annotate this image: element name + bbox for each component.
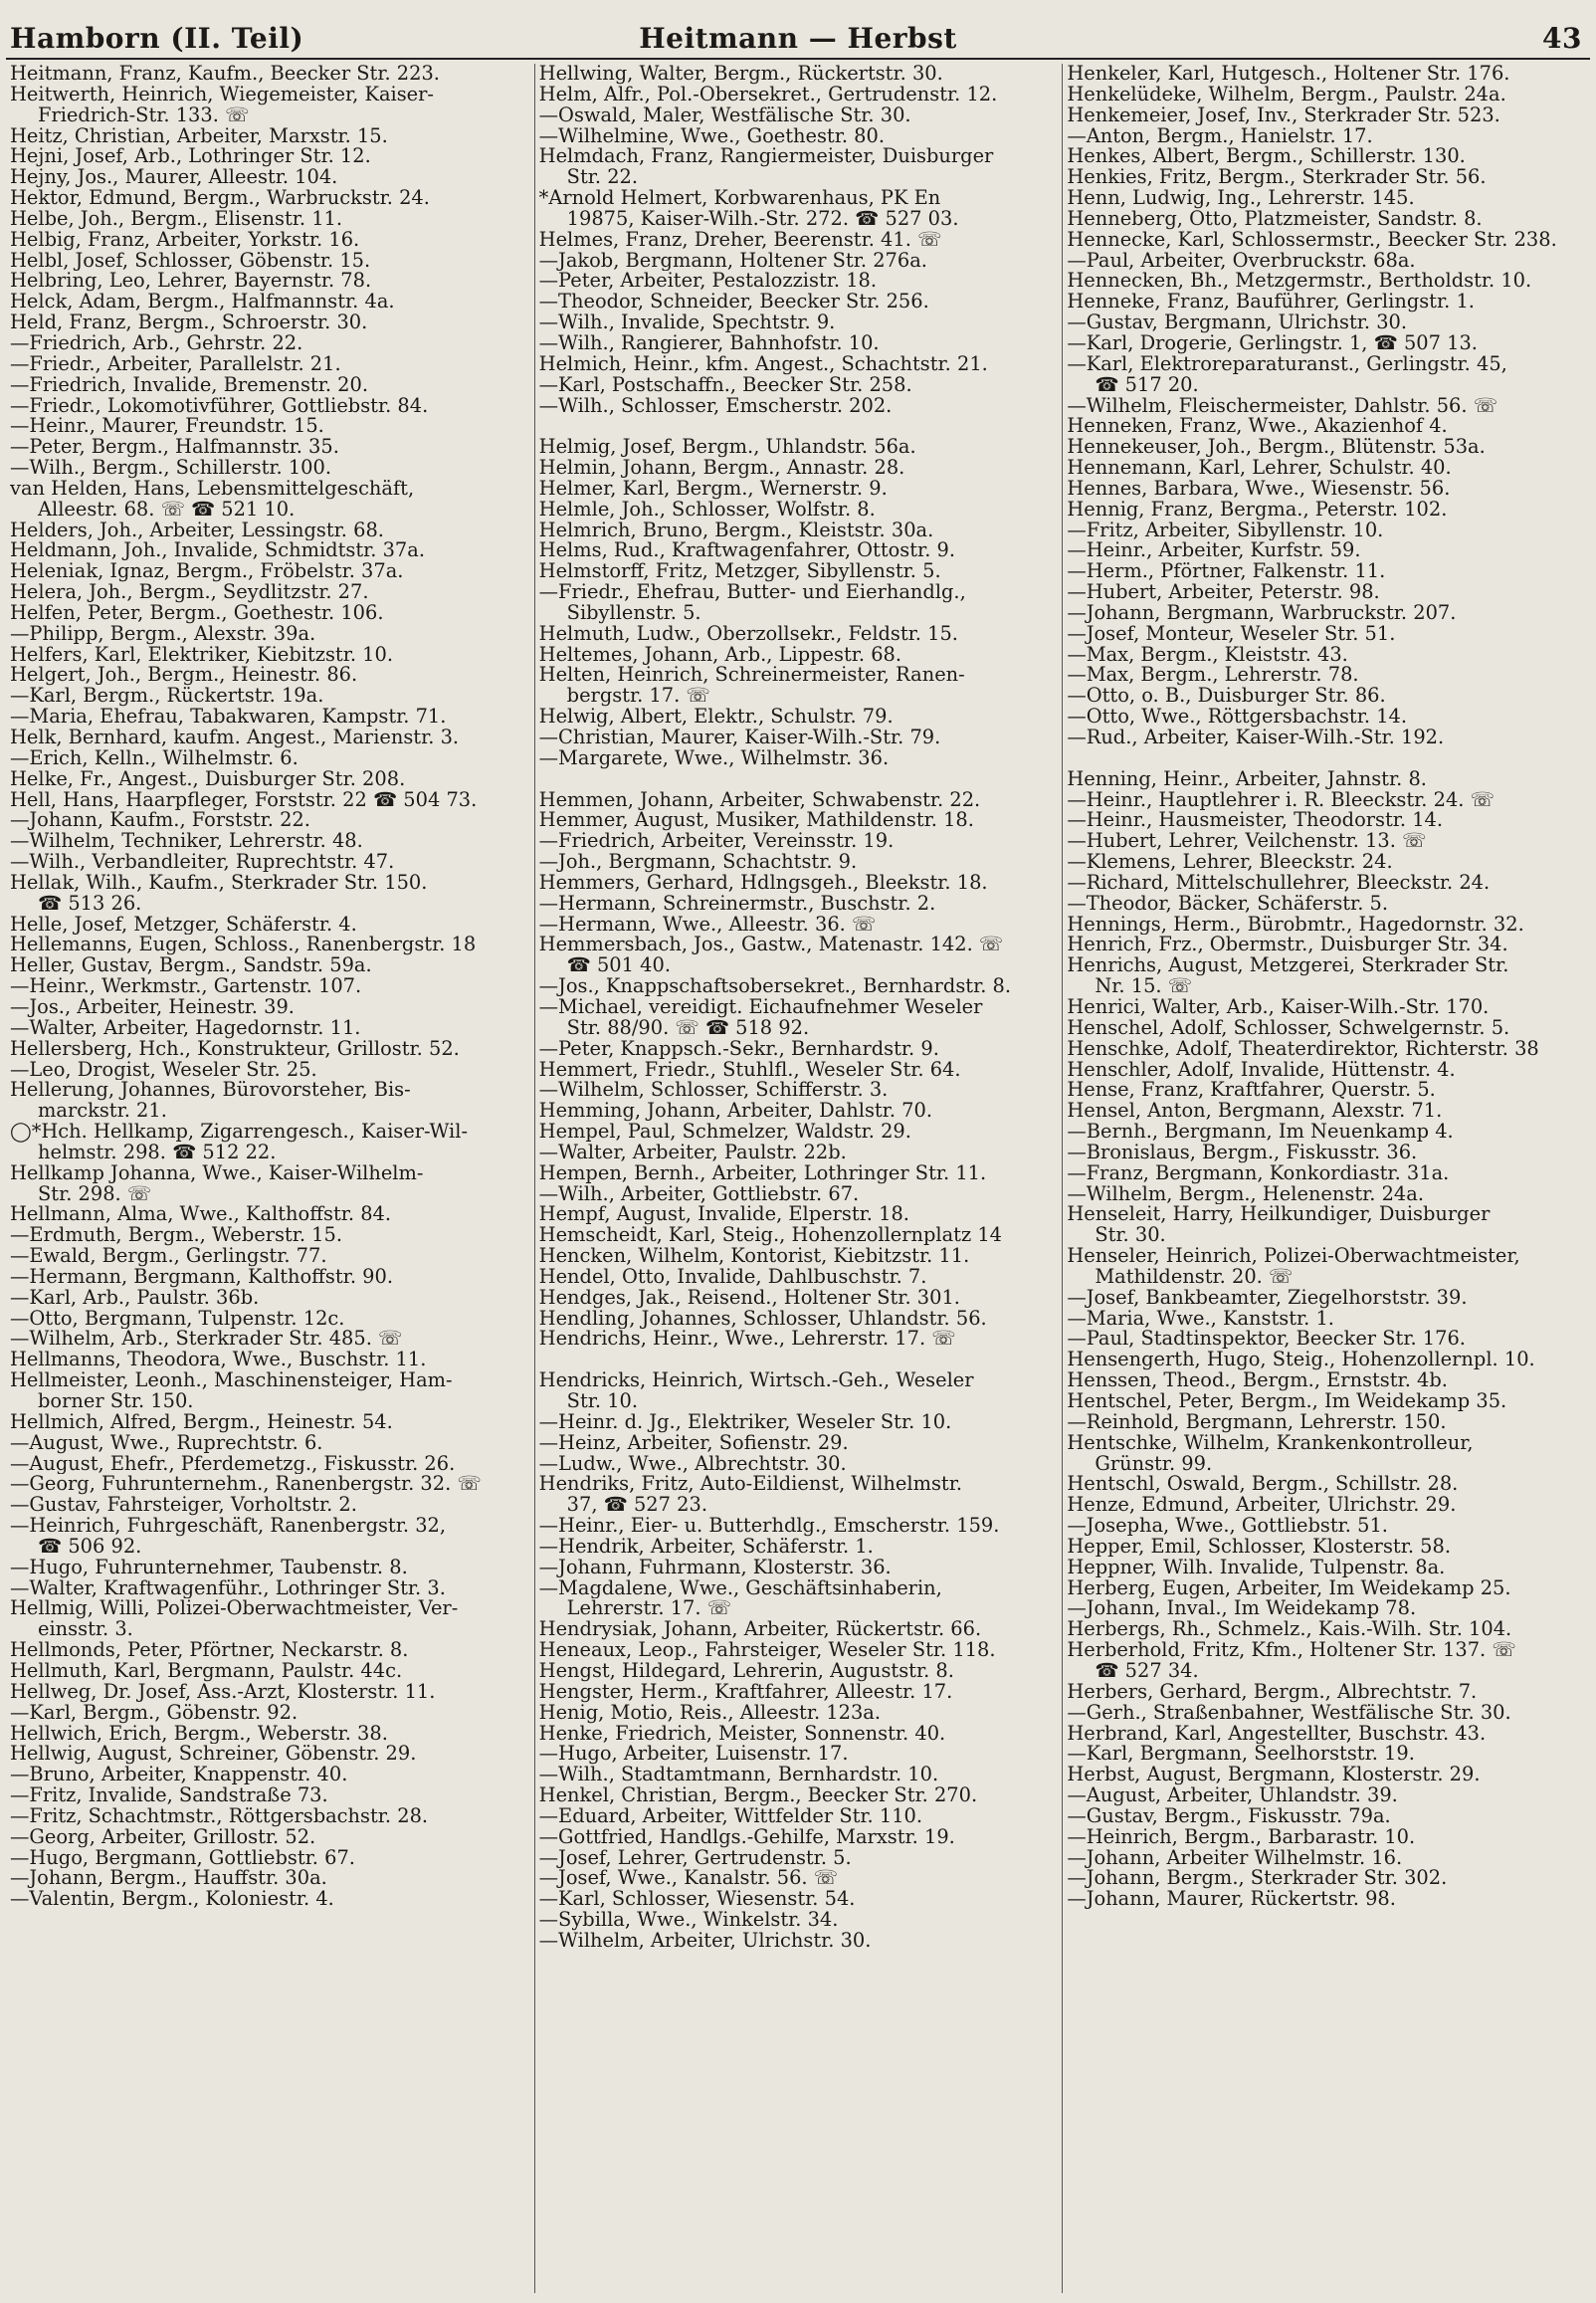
directory-entry-line: —Heinr., Hausmeister, Theodorstr. 14. xyxy=(1067,810,1444,832)
directory-entry-line: —Karl, Drogerie, Gerlingstr. 1, ☎ 507 13. xyxy=(1067,332,1478,354)
directory-entry-line: —Klemens, Lehrer, Bleeckstr. 24. xyxy=(1067,852,1393,873)
directory-entry-line: —Heinr. d. Jg., Elektriker, Weseler Str. 10. xyxy=(538,1411,952,1433)
directory-entry-line: Hense, Franz, Kraftfahrer, Querstr. 5. xyxy=(1067,1080,1436,1102)
directory-entry-line: —Heinr., Maurer, Freundstr. 15. xyxy=(10,416,324,438)
directory-entry-line: Helms, Rud., Kraftwagenfahrer, Ottostr. 9. xyxy=(538,540,956,562)
directory-entry-line: Hengster, Herm., Kraftfahrer, Alleestr. 17. xyxy=(538,1681,953,1703)
directory-entry-line: —Friedr., Ehefrau, Butter- und Eierhandlg., xyxy=(538,582,966,603)
directory-entry-line: Hencken, Wilhelm, Kontorist, Kiebitzstr. 11. xyxy=(538,1246,970,1267)
directory-entry-line: —Josef, Bankbeamter, Ziegelhorststr. 39. xyxy=(1067,1287,1468,1309)
header-left: Hamborn (II. Teil) xyxy=(10,22,304,55)
directory-entry-line: borner Str. 150. xyxy=(38,1391,194,1412)
directory-entry-line: Str. 30. xyxy=(1095,1225,1166,1247)
directory-entry-line: Hellwing, Walter, Bergm., Rückertstr. 30. xyxy=(538,64,943,85)
directory-entry-line: Hennekeuser, Joh., Bergm., Blütenstr. 53a. xyxy=(1067,437,1486,459)
directory-entry-line: —Wilhelm, Arbeiter, Ulrichstr. 30. xyxy=(538,1930,872,1952)
directory-entry-line: Henrichs, August, Metzgerei, Sterkrader Str. xyxy=(1067,955,1509,977)
directory-entry-line xyxy=(539,416,1053,437)
directory-entry-line: —Gottfried, Handlgs.-Gehilfe, Marxstr. 19. xyxy=(538,1826,955,1848)
column-1 xyxy=(6,64,534,2293)
directory-entry-line: Henkes, Albert, Bergm., Schillerstr. 130. xyxy=(1067,146,1466,168)
directory-entry-line: Mathildenstr. 20. ☏ xyxy=(1095,1266,1294,1288)
directory-entry-line: —Hugo, Fuhrunternehmer, Taubenstr. 8. xyxy=(10,1557,408,1578)
directory-entry-line: Hellwig, August, Schreiner, Göbenstr. 29. xyxy=(10,1744,417,1766)
directory-entry-line: —Johann, Arbeiter Wilhelmstr. 16. xyxy=(1067,1847,1403,1869)
directory-entry-line: Nr. 15. ☏ xyxy=(1095,976,1193,997)
directory-entry-line: —Valentin, Bergm., Koloniestr. 4. xyxy=(10,1889,334,1911)
directory-entry-line: Henn, Ludwig, Ing., Lehrerstr. 145. xyxy=(1067,188,1415,209)
directory-entry-line: —Karl, Arb., Paulstr. 36b. xyxy=(10,1287,260,1309)
directory-entry-line: —Georg, Arbeiter, Grillostr. 52. xyxy=(10,1826,316,1848)
directory-entry-line: Helmig, Josef, Bergm., Uhlandstr. 56a. xyxy=(538,437,916,459)
directory-entry-line: —Gerh., Straßenbahner, Westfälische Str. 30. xyxy=(1067,1702,1511,1724)
directory-entry-line: —Jakob, Bergmann, Holtener Str. 276a. xyxy=(538,250,927,272)
directory-entry-line: Helmes, Franz, Dreher, Beerenstr. 41. ☏ xyxy=(538,229,942,251)
directory-entry-line: Str. 10. xyxy=(566,1391,639,1412)
directory-columns xyxy=(6,64,1590,2293)
directory-entry-line: Hektor, Edmund, Bergm., Warbruckstr. 24. xyxy=(10,188,430,209)
directory-entry-line: Hellmeister, Leonh., Maschinensteiger, Ham- xyxy=(10,1370,453,1391)
directory-entry-line: —Sybilla, Wwe., Winkelstr. 34. xyxy=(538,1910,839,1931)
directory-entry-line: —Karl, Bergmann, Seelhorststr. 19. xyxy=(1067,1744,1415,1766)
directory-entry-line: —Reinhold, Bergmann, Lehrerstr. 150. xyxy=(1067,1411,1447,1433)
directory-entry-line: —Wilh., Verbandleiter, Ruprechtstr. 47. xyxy=(10,852,395,873)
directory-entry-line: —Friedr., Lokomotivführer, Gottliebstr. 84. xyxy=(10,395,429,417)
directory-entry-line: —Heinr., Eier- u. Butterhdlg., Emscherstr. 159. xyxy=(538,1516,1000,1537)
directory-entry-line: —Hugo, Bergmann, Gottliebstr. 67. xyxy=(10,1847,355,1869)
directory-entry-line: —Wilhelm, Bergm., Helenenstr. 24a. xyxy=(1067,1183,1424,1205)
directory-entry-line: Hentschel, Peter, Bergm., Im Weidekamp 35. xyxy=(1067,1391,1507,1412)
directory-entry-line: Hellwich, Erich, Bergm., Weberstr. 38. xyxy=(10,1723,388,1745)
directory-entry-line: Str. 88/90. ☏ ☎ 518 92. xyxy=(566,1017,810,1039)
directory-entry-line: Herbers, Gerhard, Bergm., Albrechtstr. 7. xyxy=(1067,1681,1478,1703)
directory-entry-line: Hellweg, Dr. Josef, Ass.-Arzt, Klosterstr. 11. xyxy=(10,1681,436,1703)
directory-entry-line: Henneke, Franz, Bauführer, Gerlingstr. 1. xyxy=(1067,292,1475,314)
directory-entry-line: —Ewald, Bergm., Gerlingstr. 77. xyxy=(10,1246,327,1267)
directory-entry-line: Heneaux, Leop., Fahrsteiger, Weseler Str. 118. xyxy=(538,1640,996,1661)
directory-entry-line: Henrich, Frz., Obermstr., Duisburger Str. 34. xyxy=(1067,935,1508,956)
directory-entry-line: —Wilhelm, Fleischermeister, Dahlstr. 56. ☏ xyxy=(1067,395,1497,417)
directory-entry-line: Helgert, Joh., Bergm., Heinestr. 86. xyxy=(10,665,358,687)
directory-entry-line: —Theodor, Bäcker, Schäferstr. 5. xyxy=(1067,893,1389,915)
directory-entry-line: Henneken, Franz, Wwe., Akazienhof 4. xyxy=(1067,416,1448,438)
directory-entry-line: Helmer, Karl, Bergm., Wernerstr. 9. xyxy=(538,478,888,500)
directory-entry-line xyxy=(539,769,1053,790)
directory-entry-line: —August, Ehefr., Pferdemetzg., Fiskusstr. 26. xyxy=(10,1453,456,1475)
directory-entry-line: —Erdmuth, Bergm., Weberstr. 15. xyxy=(10,1225,343,1247)
directory-entry-line: Helmle, Joh., Schlosser, Wolfstr. 8. xyxy=(538,499,876,521)
directory-entry-line: Hemmersbach, Jos., Gastw., Matenastr. 142. ☏ xyxy=(538,935,1004,956)
directory-entry-line: —Max, Bergm., Kleiststr. 43. xyxy=(1067,644,1348,666)
directory-entry-line: van Helden, Hans, Lebensmittelgeschäft, xyxy=(10,478,415,500)
directory-entry-line: —Max, Bergm., Lehrerstr. 78. xyxy=(1067,665,1359,687)
directory-entry-line: Helbig, Franz, Arbeiter, Yorkstr. 16. xyxy=(10,229,360,251)
directory-entry-line: —Hugo, Arbeiter, Luisenstr. 17. xyxy=(538,1744,849,1766)
directory-entry-line: —Heinr., Arbeiter, Kurfstr. 59. xyxy=(1067,540,1361,562)
directory-entry-line: —Jos., Knappschaftsobersekret., Bernhardstr. 8. xyxy=(538,976,1012,997)
directory-entry-line: —August, Wwe., Ruprechtstr. 6. xyxy=(10,1432,323,1454)
directory-entry-line: —Christian, Maurer, Kaiser-Wilh.-Str. 79. xyxy=(538,728,941,748)
directory-entry-line: Heitmann, Franz, Kaufm., Beecker Str. 223. xyxy=(10,64,440,85)
directory-entry-line: Helmin, Johann, Bergm., Annastr. 28. xyxy=(538,458,905,479)
directory-entry-line: Hemmert, Friedr., Stuhlfl., Weseler Str. 64. xyxy=(538,1059,961,1081)
directory-entry-line: 37, ☎ 527 23. xyxy=(566,1495,707,1517)
directory-entry-line: Hendling, Johannes, Schlosser, Uhlandstr. 56. xyxy=(538,1308,987,1330)
directory-entry-line: Henning, Heinr., Arbeiter, Jahnstr. 8. xyxy=(1067,768,1427,790)
directory-entry-line: Hemmer, August, Musiker, Mathildenstr. 18. xyxy=(538,810,974,832)
directory-entry-line: Hemming, Johann, Arbeiter, Dahlstr. 70. xyxy=(538,1101,932,1123)
directory-entry-line: Helke, Fr., Angest., Duisburger Str. 208. xyxy=(10,768,406,790)
directory-entry-line: Hellak, Wilh., Kaufm., Sterkrader Str. 150. xyxy=(10,872,428,894)
directory-entry-line: Hempf, August, Invalide, Elperstr. 18. xyxy=(538,1204,909,1226)
directory-entry-line: Henrici, Walter, Arb., Kaiser-Wilh.-Str. 170. xyxy=(1067,996,1490,1018)
directory-entry-line: —Josef, Lehrer, Gertrudenstr. 5. xyxy=(538,1847,852,1869)
directory-entry-line: —Margarete, Wwe., Wilhelmstr. 36. xyxy=(538,747,890,769)
directory-entry-line: Helmrich, Bruno, Bergm., Kleiststr. 30a. xyxy=(538,520,934,541)
directory-entry-line: Herbrand, Karl, Angestellter, Buschstr. 43. xyxy=(1067,1723,1487,1745)
directory-entry-line: —Johann, Inval., Im Weidekamp 78. xyxy=(1067,1598,1417,1620)
directory-entry-line: ☎ 513 26. xyxy=(38,893,142,915)
directory-entry-line: Helera, Joh., Bergm., Seydlitzstr. 27. xyxy=(10,582,369,603)
directory-entry-line: Helmich, Heinr., kfm. Angest., Schachtstr. 21. xyxy=(538,353,988,375)
directory-entry-line: —Fritz, Schachtmstr., Röttgersbachstr. 28. xyxy=(10,1805,429,1827)
directory-entry-line: —Peter, Bergm., Halfmannstr. 35. xyxy=(10,437,339,459)
directory-entry-line: —Oswald, Maler, Westfälische Str. 30. xyxy=(538,105,911,126)
directory-entry-line: —Wilh., Arbeiter, Gottliebstr. 67. xyxy=(538,1183,860,1205)
directory-entry-line: Str. 22. xyxy=(566,167,639,189)
directory-entry-line: —Hubert, Lehrer, Veilchenstr. 13. ☏ xyxy=(1067,831,1427,853)
directory-entry-line: Hentschke, Wilhelm, Krankenkontrolleur, xyxy=(1067,1432,1474,1454)
directory-entry-line: —Johann, Maurer, Rückertstr. 98. xyxy=(1067,1889,1396,1911)
directory-entry-line: —Heinz, Arbeiter, Sofienstr. 29. xyxy=(538,1432,849,1454)
directory-entry-line: Hemscheidt, Karl, Steig., Hohenzollernplatz 14 xyxy=(538,1225,1003,1247)
directory-entry-line: Hensel, Anton, Bergmann, Alexstr. 71. xyxy=(1067,1101,1443,1123)
directory-entry-line: Hennings, Herm., Bürobmtr., Hagedornstr. 32. xyxy=(1067,914,1524,936)
directory-entry-line: —Jos., Arbeiter, Heinestr. 39. xyxy=(10,996,295,1018)
directory-entry-line: Herberhold, Fritz, Kfm., Holtener Str. 137. ☏ xyxy=(1067,1640,1516,1661)
directory-entry-line: —Anton, Bergm., Hanielstr. 17. xyxy=(1067,125,1373,147)
directory-entry-line: —Bernh., Bergmann, Im Neuenkamp 4. xyxy=(1067,1122,1454,1143)
directory-entry-line: —Walter, Arbeiter, Hagedornstr. 11. xyxy=(10,1017,361,1039)
directory-entry-line: —Johann, Bergm., Hauffstr. 30a. xyxy=(10,1868,327,1890)
directory-entry-line: —Friedrich, Arbeiter, Vereinsstr. 19. xyxy=(538,831,895,853)
directory-entry-line: —Bruno, Arbeiter, Knappenstr. 40. xyxy=(10,1765,348,1786)
directory-entry-line: Held, Franz, Bergm., Schroerstr. 30. xyxy=(10,313,368,333)
directory-entry-line: —Josepha, Wwe., Gottliebstr. 51. xyxy=(1067,1516,1388,1537)
directory-entry-line: ☎ 527 34. xyxy=(1095,1660,1199,1682)
directory-entry-line: Helfers, Karl, Elektriker, Kiebitzstr. 10. xyxy=(10,644,393,666)
directory-entry-line: Henssen, Theod., Bergm., Ernststr. 4b. xyxy=(1067,1370,1448,1391)
directory-entry-line: Hentschl, Oswald, Bergm., Schillstr. 28. xyxy=(1067,1474,1459,1496)
directory-entry-line: Heitwerth, Heinrich, Wiegemeister, Kaiser- xyxy=(10,84,434,105)
directory-entry-line: Henkel, Christian, Bergm., Beecker Str. 270. xyxy=(538,1785,978,1806)
directory-entry-line: Helbring, Leo, Lehrer, Bayernstr. 78. xyxy=(10,271,372,293)
directory-entry-line: —Wilh., Bergm., Schillerstr. 100. xyxy=(10,458,332,479)
directory-entry-line: Hepper, Emil, Schlosser, Klosterstr. 58. xyxy=(1067,1536,1451,1558)
directory-entry-line: Henschel, Adolf, Schlosser, Schwelgernstr. 5. xyxy=(1067,1017,1510,1039)
directory-entry-line: —Paul, Stadtinspektor, Beecker Str. 176. xyxy=(1067,1329,1466,1351)
directory-entry-line: Hemmers, Gerhard, Hdlngsgeh., Bleekstr. 18. xyxy=(538,872,988,894)
directory-entry-line: *Arnold Helmert, Korbwarenhaus, PK En xyxy=(538,188,941,209)
directory-entry-line: Str. 298. ☏ xyxy=(38,1183,152,1205)
directory-entry-line: —Hendrik, Arbeiter, Schäferstr. 1. xyxy=(538,1536,874,1558)
directory-entry-line: —Heinr., Hauptlehrer i. R. Bleeckstr. 24. ☏ xyxy=(1067,789,1495,811)
directory-entry-line: Hellmig, Willi, Polizei-Oberwachtmeister, Ver- xyxy=(10,1598,459,1620)
directory-entry-line: —Wilhelmine, Wwe., Goethestr. 80. xyxy=(538,125,886,147)
directory-entry-line: Hellerung, Johannes, Bürovorsteher, Bis- xyxy=(10,1080,411,1102)
directory-entry-line: Helmuth, Ludw., Oberzollsekr., Feldstr. 15. xyxy=(538,623,958,645)
page-number: 43 xyxy=(1542,22,1582,55)
directory-entry-line: Hellersberg, Hch., Konstrukteur, Grillostr. 52. xyxy=(10,1038,460,1060)
directory-entry-line: —Ludw., Wwe., Albrechtstr. 30. xyxy=(538,1453,847,1475)
directory-entry-line: Hendricks, Heinrich, Wirtsch.-Geh., Weseler xyxy=(538,1370,974,1391)
directory-entry-line: Henneberg, Otto, Platzmeister, Sandstr. 8. xyxy=(1067,208,1483,230)
directory-entry-line: Hellmanns, Theodora, Wwe., Buschstr. 11. xyxy=(10,1350,427,1371)
directory-entry-line: Alleestr. 68. ☏ ☎ 521 10. xyxy=(38,499,296,521)
directory-entry-line: —Peter, Arbeiter, Pestalozzistr. 18. xyxy=(538,271,878,293)
directory-entry-line: —Michael, vereidigt. Eichaufnehmer Weseler xyxy=(538,996,983,1018)
directory-entry-line: Henkemeier, Josef, Inv., Sterkrader Str. 523. xyxy=(1067,105,1500,126)
directory-entry-line: Henig, Motio, Reis., Alleestr. 123a. xyxy=(538,1702,882,1724)
directory-entry-line: Hempen, Bernh., Arbeiter, Lothringer Str. 11. xyxy=(538,1162,987,1184)
directory-entry-line: Hennecken, Bh., Metzgermstr., Bertholdstr. 10. xyxy=(1067,271,1532,293)
directory-entry-line: —Friedrich, Invalide, Bremenstr. 20. xyxy=(10,374,369,396)
directory-entry-line: Hensengerth, Hugo, Steig., Hohenzollernpl. 10. xyxy=(1067,1350,1535,1371)
page-header xyxy=(6,18,1590,60)
directory-entry-line: —Friedrich, Arb., Gehrstr. 22. xyxy=(10,332,303,354)
directory-entry-line: —Richard, Mittelschullehrer, Bleeckstr. 24. xyxy=(1067,872,1491,894)
directory-entry-line: —Otto, o. B., Duisburger Str. 86. xyxy=(1067,686,1386,708)
column-3 xyxy=(1062,64,1590,2293)
directory-entry-line: Hennes, Barbara, Wwe., Wiesenstr. 56. xyxy=(1067,478,1451,500)
directory-entry-line: ☎ 501 40. xyxy=(566,955,671,977)
directory-entry-line: —Johann, Kaufm., Forststr. 22. xyxy=(10,810,310,832)
directory-entry-line: —Karl, Schlosser, Wiesenstr. 54. xyxy=(538,1889,856,1911)
directory-entry-line: Heller, Gustav, Bergm., Sandstr. 59a. xyxy=(10,955,372,977)
directory-entry-line: —Joh., Bergmann, Schachtstr. 9. xyxy=(538,852,858,873)
directory-entry-line: —Leo, Drogist, Weseler Str. 25. xyxy=(10,1059,317,1081)
directory-entry-line: Henkies, Fritz, Bergm., Sterkrader Str. 56. xyxy=(1067,167,1487,189)
directory-entry-line: —August, Arbeiter, Uhlandstr. 39. xyxy=(1067,1785,1398,1806)
directory-entry-line: Helck, Adam, Bergm., Halfmannstr. 4a. xyxy=(10,292,395,314)
directory-entry-line: Hempel, Paul, Schmelzer, Waldstr. 29. xyxy=(538,1122,911,1143)
directory-entry-line: —Theodor, Schneider, Beecker Str. 256. xyxy=(538,292,929,314)
directory-entry-line: —Johann, Bergmann, Warbruckstr. 207. xyxy=(1067,602,1457,624)
directory-entry-line: Hellmuth, Karl, Bergmann, Paulstr. 44c. xyxy=(10,1660,403,1682)
directory-entry-line: —Karl, Elektroreparaturanst., Gerlingstr. 45, xyxy=(1067,353,1507,375)
directory-entry-line: —Hermann, Schreinermstr., Buschstr. 2. xyxy=(538,893,936,915)
directory-entry-line: —Johann, Fuhrmann, Klosterstr. 36. xyxy=(538,1557,892,1578)
directory-entry-line: Helwig, Albert, Elektr., Schulstr. 79. xyxy=(538,707,894,728)
directory-entry-line: Henschler, Adolf, Invalide, Hüttenstr. 4. xyxy=(1067,1059,1456,1081)
directory-entry-line: Helbl, Josef, Schlosser, Göbenstr. 15. xyxy=(10,250,371,272)
directory-entry-line: —Georg, Fuhrunternehm., Ranenbergstr. 32. ☏ xyxy=(10,1474,482,1496)
directory-entry-line: —Heinrich, Bergm., Barbarastr. 10. xyxy=(1067,1826,1416,1848)
directory-entry-line: Helm, Alfr., Pol.-Obersekret., Gertrudenstr. 12. xyxy=(538,84,998,105)
directory-entry-line: Hejni, Josef, Arb., Lothringer Str. 12. xyxy=(10,146,371,168)
directory-entry-line: Henschke, Adolf, Theaterdirektor, Richterstr. 38 xyxy=(1067,1038,1539,1060)
directory-entry-line: Henseler, Heinrich, Polizei-Oberwachtmeister, xyxy=(1067,1246,1520,1267)
directory-entry-line: —Franz, Bergmann, Konkordiastr. 31a. xyxy=(1067,1162,1450,1184)
directory-entry-line: —Josef, Monteur, Weseler Str. 51. xyxy=(1067,623,1396,645)
directory-entry-line xyxy=(1067,748,1580,769)
directory-entry-line: ☎ 506 92. xyxy=(38,1536,142,1558)
directory-entry-line: Hendrysiak, Johann, Arbeiter, Rückertstr. 66. xyxy=(538,1619,982,1641)
directory-entry-line: Henkelüdeke, Wilhelm, Bergm., Paulstr. 24a. xyxy=(1067,84,1506,105)
directory-entry-line: —Wilhelm, Schlosser, Schifferstr. 3. xyxy=(538,1080,889,1102)
directory-entry-line: Heitz, Christian, Arbeiter, Marxstr. 15. xyxy=(10,125,388,147)
directory-entry-line: —Wilh., Invalide, Spechtstr. 9. xyxy=(538,313,836,333)
directory-entry-line: —Peter, Knappsch.-Sekr., Bernhardstr. 9. xyxy=(538,1038,939,1060)
directory-entry-line: —Herm., Pförtner, Falkenstr. 11. xyxy=(1067,561,1386,583)
directory-entry-line: —Walter, Arbeiter, Paulstr. 22b. xyxy=(538,1142,847,1163)
directory-entry-line: Herbergs, Rh., Schmelz., Kais.-Wilh. Str. 104. xyxy=(1067,1619,1512,1641)
directory-entry-line: —Wilh., Stadtamtmann, Bernhardstr. 10. xyxy=(538,1765,939,1786)
directory-entry-line: Hellmich, Alfred, Bergm., Heinestr. 54. xyxy=(10,1411,393,1433)
directory-entry-line: Hendel, Otto, Invalide, Dahlbuschstr. 7. xyxy=(538,1266,927,1288)
directory-entry-line: Lehrerstr. 17. ☏ xyxy=(566,1598,731,1620)
directory-entry-line: Friedrich-Str. 133. ☏ xyxy=(38,105,250,126)
directory-entry-line: Hellmann, Alma, Wwe., Kalthoffstr. 84. xyxy=(10,1204,392,1226)
directory-entry-line: —Gustav, Bergm., Fiskusstr. 79a. xyxy=(1067,1805,1391,1827)
directory-entry-line: Hennecke, Karl, Schlossermstr., Beecker Str. 238. xyxy=(1067,229,1557,251)
directory-entry-line: —Hermann, Bergmann, Kalthoffstr. 90. xyxy=(10,1266,393,1288)
header-center: Heitmann — Herbst xyxy=(639,22,957,55)
directory-entry-line: ◯*Hch. Hellkamp, Zigarrengesch., Kaiser-Wil- xyxy=(10,1122,469,1143)
directory-entry-line: —Otto, Wwe., Röttgersbachstr. 14. xyxy=(1067,707,1408,728)
directory-entry-line: Henseleit, Harry, Heilkundiger, Duisburger xyxy=(1067,1204,1491,1226)
directory-entry-line: —Karl, Bergm., Rückertstr. 19a. xyxy=(10,686,324,708)
directory-entry-line: —Karl, Bergm., Göbenstr. 92. xyxy=(10,1702,299,1724)
directory-entry-line: Helmstorff, Fritz, Metzger, Sibyllenstr. 5. xyxy=(538,561,941,583)
directory-entry-line: —Gustav, Fahrsteiger, Vorholtstr. 2. xyxy=(10,1495,357,1517)
directory-entry-line: helmstr. 298. ☎ 512 22. xyxy=(38,1142,277,1163)
directory-entry-line: Heppner, Wilh. Invalide, Tulpenstr. 8a. xyxy=(1067,1557,1446,1578)
directory-entry-line: Henze, Edmund, Arbeiter, Ulrichstr. 29. xyxy=(1067,1495,1457,1517)
directory-entry-line: Heltemes, Johann, Arb., Lippestr. 68. xyxy=(538,644,902,666)
directory-entry-line: Grünstr. 99. xyxy=(1095,1453,1213,1475)
directory-entry-line: —Paul, Arbeiter, Overbruckstr. 68a. xyxy=(1067,250,1416,272)
directory-entry-line: Henkeler, Karl, Hutgesch., Holtener Str. 176. xyxy=(1067,64,1510,85)
directory-entry-line: —Friedr., Arbeiter, Parallelstr. 21. xyxy=(10,353,341,375)
directory-entry-line: Hengst, Hildegard, Lehrerin, Auguststr. 8. xyxy=(538,1660,954,1682)
directory-entry-line: Henke, Friedrich, Meister, Sonnenstr. 40. xyxy=(538,1723,946,1745)
directory-entry-line: Hellemanns, Eugen, Schloss., Ranenbergstr. 18 xyxy=(10,935,477,956)
directory-entry-line: Helbe, Joh., Bergm., Elisenstr. 11. xyxy=(10,208,343,230)
directory-entry-line xyxy=(539,1350,1053,1370)
directory-entry-line: Hennemann, Karl, Lehrer, Schulstr. 40. xyxy=(1067,458,1452,479)
directory-entry-line: —Heinr., Werkmstr., Gartenstr. 107. xyxy=(10,976,362,997)
directory-entry-line: 19875, Kaiser-Wilh.-Str. 272. ☎ 527 03. xyxy=(566,208,959,230)
directory-entry-line: —Otto, Bergmann, Tulpenstr. 12c. xyxy=(10,1308,345,1330)
directory-entry-line: —Walter, Kraftwagenführ., Lothringer Str. 3. xyxy=(10,1577,446,1599)
directory-entry-line: Sibyllenstr. 5. xyxy=(566,602,701,624)
directory-entry-line: —Wilh., Schlosser, Emscherstr. 202. xyxy=(538,395,893,417)
directory-entry-line: Helle, Josef, Metzger, Schäferstr. 4. xyxy=(10,914,357,936)
directory-entry-line: —Wilh., Rangierer, Bahnhofstr. 10. xyxy=(538,332,880,354)
directory-entry-line: —Karl, Postschaffn., Beecker Str. 258. xyxy=(538,374,912,396)
column-2 xyxy=(534,64,1063,2293)
directory-entry-line: —Rud., Arbeiter, Kaiser-Wilh.-Str. 192. xyxy=(1067,728,1445,748)
directory-entry-line: Hellkamp Johanna, Wwe., Kaiser-Wilhelm- xyxy=(10,1162,424,1184)
directory-entry-line: Helfen, Peter, Bergm., Goethestr. 106. xyxy=(10,602,384,624)
directory-entry-line: —Philipp, Bergm., Alexstr. 39a. xyxy=(10,623,316,645)
directory-entry-line: Helders, Joh., Arbeiter, Lessingstr. 68. xyxy=(10,520,384,541)
directory-entry-line: Helk, Bernhard, kaufm. Angest., Marienstr. 3. xyxy=(10,728,460,748)
directory-entry-line: —Eduard, Arbeiter, Wittfelder Str. 110. xyxy=(538,1805,923,1827)
directory-entry-line: —Wilhelm, Techniker, Lehrerstr. 48. xyxy=(10,831,363,853)
directory-entry-line: Helmdach, Franz, Rangiermeister, Duisburger xyxy=(538,146,994,168)
directory-entry-line: Hennig, Franz, Bergma., Peterstr. 102. xyxy=(1067,499,1448,521)
directory-entry-line: Helten, Heinrich, Schreinermeister, Ranen- xyxy=(538,665,965,687)
directory-entry-line: —Hubert, Arbeiter, Peterstr. 98. xyxy=(1067,582,1380,603)
directory-entry-line: einsstr. 3. xyxy=(38,1619,133,1641)
directory-entry-line: Hellmonds, Peter, Pförtner, Neckarstr. 8. xyxy=(10,1640,409,1661)
directory-entry-line: —Fritz, Invalide, Sandstraße 73. xyxy=(10,1785,328,1806)
directory-entry-line: —Fritz, Arbeiter, Sibyllenstr. 10. xyxy=(1067,520,1384,541)
directory-entry-line: Herbst, August, Bergmann, Klosterstr. 29. xyxy=(1067,1765,1481,1786)
directory-entry-line: ☎ 517 20. xyxy=(1095,374,1199,396)
directory-entry-line: Herberg, Eugen, Arbeiter, Im Weidekamp 25. xyxy=(1067,1577,1511,1599)
directory-entry-line: —Josef, Wwe., Kanalstr. 56. ☏ xyxy=(538,1868,838,1890)
directory-entry-line: Hell, Hans, Haarpfleger, Forststr. 22 ☎ 504 73. xyxy=(10,789,478,811)
directory-entry-line: —Bronislaus, Bergm., Fiskusstr. 36. xyxy=(1067,1142,1418,1163)
directory-entry-line: marckstr. 21. xyxy=(38,1101,167,1123)
directory-entry-line: —Gustav, Bergmann, Ulrichstr. 30. xyxy=(1067,313,1408,333)
directory-entry-line: —Erich, Kelln., Wilhelmstr. 6. xyxy=(10,747,299,769)
directory-entry-line: —Maria, Wwe., Kanststr. 1. xyxy=(1067,1308,1334,1330)
directory-entry-line: Hendrichs, Heinr., Wwe., Lehrerstr. 17. ☏ xyxy=(538,1329,956,1351)
directory-entry-line: Heldmann, Joh., Invalide, Schmidtstr. 37a. xyxy=(10,540,425,562)
directory-entry-line: Hejny, Jos., Maurer, Alleestr. 104. xyxy=(10,167,338,189)
directory-entry-line: —Hermann, Wwe., Alleestr. 36. ☏ xyxy=(538,914,877,936)
directory-entry-line: Hemmen, Johann, Arbeiter, Schwabenstr. 22. xyxy=(538,789,981,811)
directory-entry-line: —Maria, Ehefrau, Tabakwaren, Kampstr. 71. xyxy=(10,707,447,728)
directory-entry-line: Hendriks, Fritz, Auto-Eildienst, Wilhelmstr. xyxy=(538,1474,963,1496)
directory-entry-line: Hendges, Jak., Reisend., Holtener Str. 301. xyxy=(538,1287,960,1309)
directory-entry-line: —Johann, Bergm., Sterkrader Str. 302. xyxy=(1067,1868,1448,1890)
directory-entry-line: bergstr. 17. ☏ xyxy=(566,686,710,708)
directory-entry-line: —Wilhelm, Arb., Sterkrader Str. 485. ☏ xyxy=(10,1329,403,1351)
directory-entry-line: —Heinrich, Fuhrgeschäft, Ranenbergstr. 32, xyxy=(10,1516,447,1537)
directory-entry-line: —Magdalene, Wwe., Geschäftsinhaberin, xyxy=(538,1577,942,1599)
directory-entry-line: Heleniak, Ignaz, Bergm., Fröbelstr. 37a. xyxy=(10,561,404,583)
